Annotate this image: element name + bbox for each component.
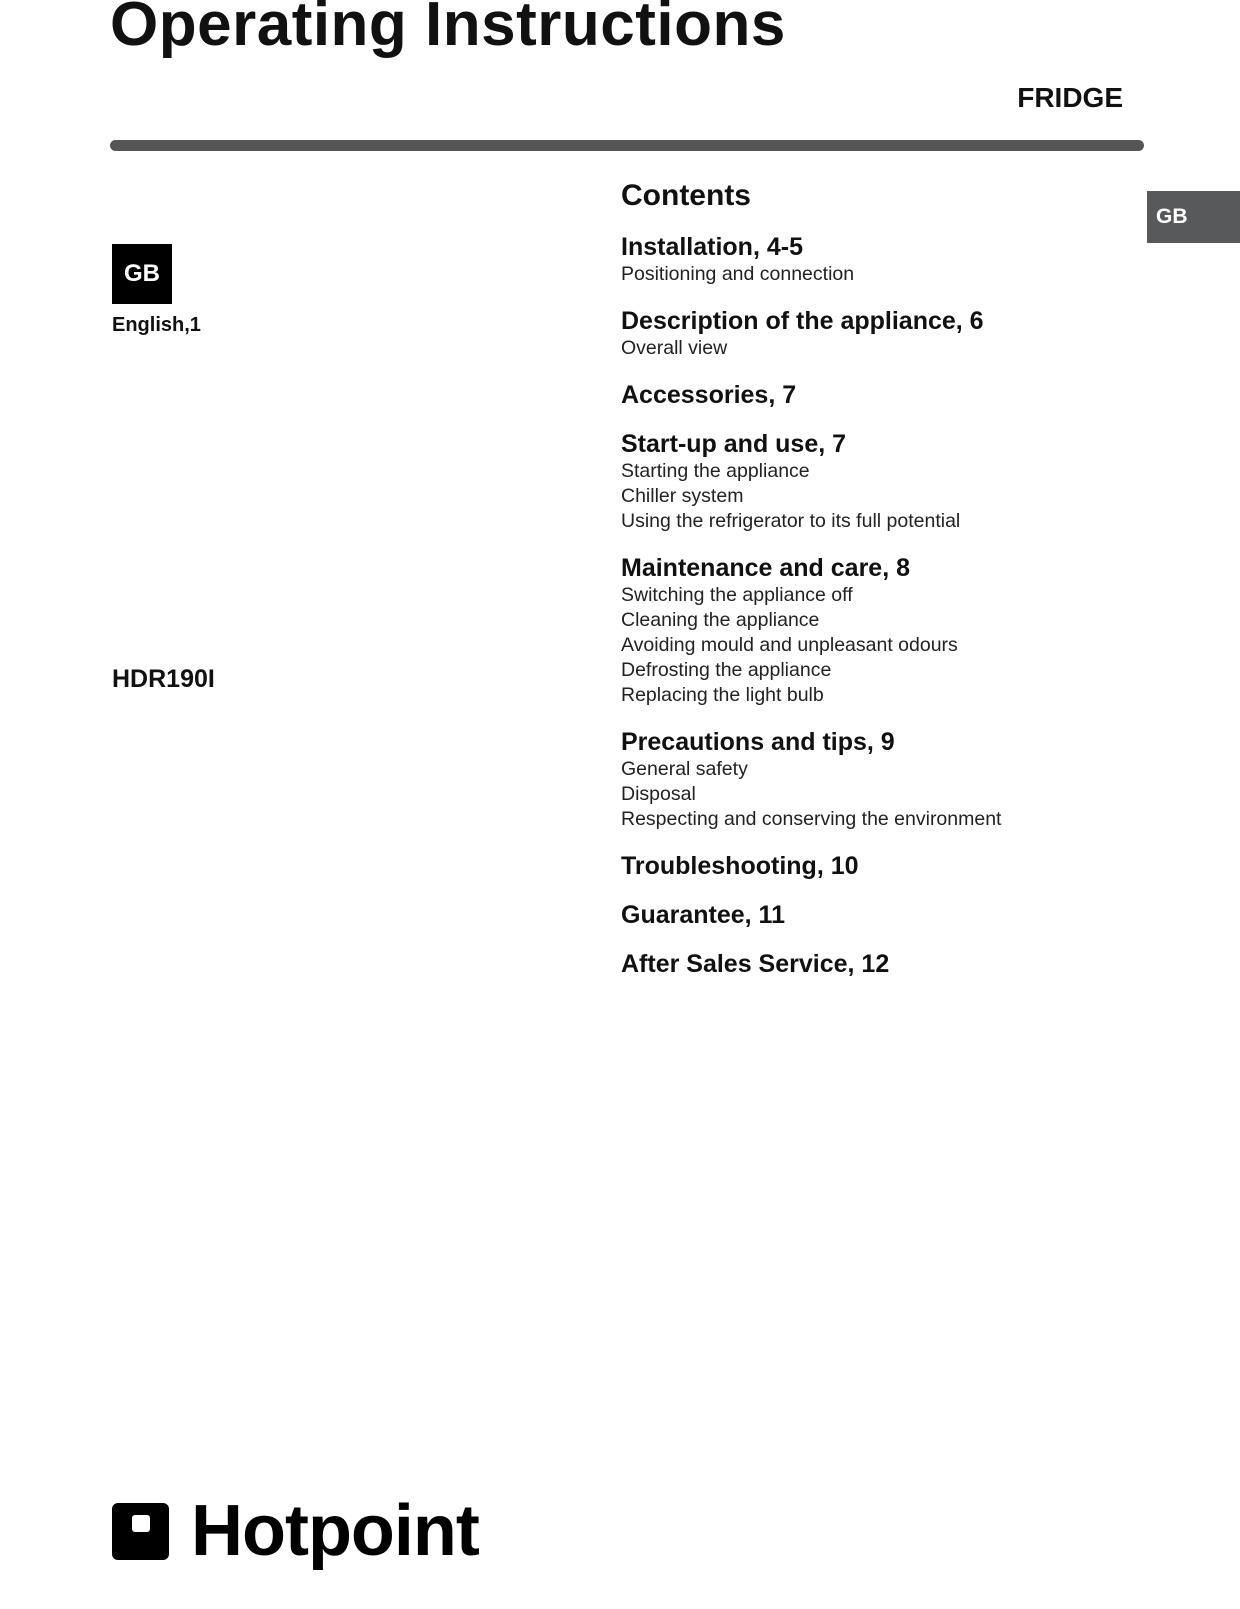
toc-section — [621, 950, 1141, 979]
toc-subitem: Overall view — [621, 337, 728, 359]
toc-list — [621, 233, 1141, 979]
toc-subitem: Starting the appliance — [621, 460, 810, 482]
toc-section-title[interactable]: Precautions and tips, 9 — [621, 728, 895, 756]
brand-name: Hotpoint — [191, 1491, 479, 1571]
toc-section — [621, 901, 1141, 930]
toc-subitem: Using the refrigerator to its full potential — [621, 510, 961, 532]
header-rule — [110, 140, 1144, 151]
toc-subitem: Disposal — [621, 783, 696, 805]
side-language-tab: GB — [1147, 191, 1240, 243]
toc-subitem: Defrosting the appliance — [621, 659, 832, 681]
product-type: FRIDGE — [1017, 82, 1123, 113]
brand-logo — [112, 1491, 479, 1571]
toc-section — [621, 307, 1141, 361]
toc-subitem: Positioning and connection — [621, 263, 855, 285]
toc-section — [621, 233, 1141, 287]
toc-subitem: Switching the appliance off — [621, 584, 853, 606]
toc-section-title[interactable]: Troubleshooting, 10 — [621, 852, 859, 880]
toc-section-title[interactable]: Maintenance and care, 8 — [621, 554, 911, 582]
toc-section — [621, 430, 1141, 534]
toc-subitem: Cleaning the appliance — [621, 609, 820, 631]
toc-section-title[interactable]: Guarantee, 11 — [621, 901, 785, 929]
toc-section-title[interactable]: Description of the appliance, 6 — [621, 307, 984, 335]
toc-section — [621, 381, 1141, 410]
hotpoint-logo-icon — [112, 1503, 169, 1560]
toc-section — [621, 728, 1141, 832]
contents-heading: Contents — [621, 179, 751, 212]
toc-section — [621, 554, 1141, 708]
toc-subitem: Replacing the light bulb — [621, 684, 824, 706]
table-of-contents — [621, 178, 1141, 999]
toc-section — [621, 852, 1141, 881]
language-label: English,1 — [112, 314, 201, 336]
toc-section-title[interactable]: Accessories, 7 — [621, 381, 797, 409]
toc-subitem: Chiller system — [621, 485, 744, 507]
toc-subitem: Avoiding mould and unpleasant odours — [621, 634, 958, 656]
page-title: Operating Instructions — [110, 0, 786, 59]
toc-section-title[interactable]: Start-up and use, 7 — [621, 430, 847, 458]
model-number: HDR190I — [112, 665, 215, 693]
language-badge: GB — [112, 244, 172, 304]
toc-section-title[interactable]: Installation, 4-5 — [621, 233, 803, 261]
toc-subitem: Respecting and conserving the environment — [621, 808, 1002, 830]
toc-subitem: General safety — [621, 758, 748, 780]
toc-section-title[interactable]: After Sales Service, 12 — [621, 950, 890, 978]
